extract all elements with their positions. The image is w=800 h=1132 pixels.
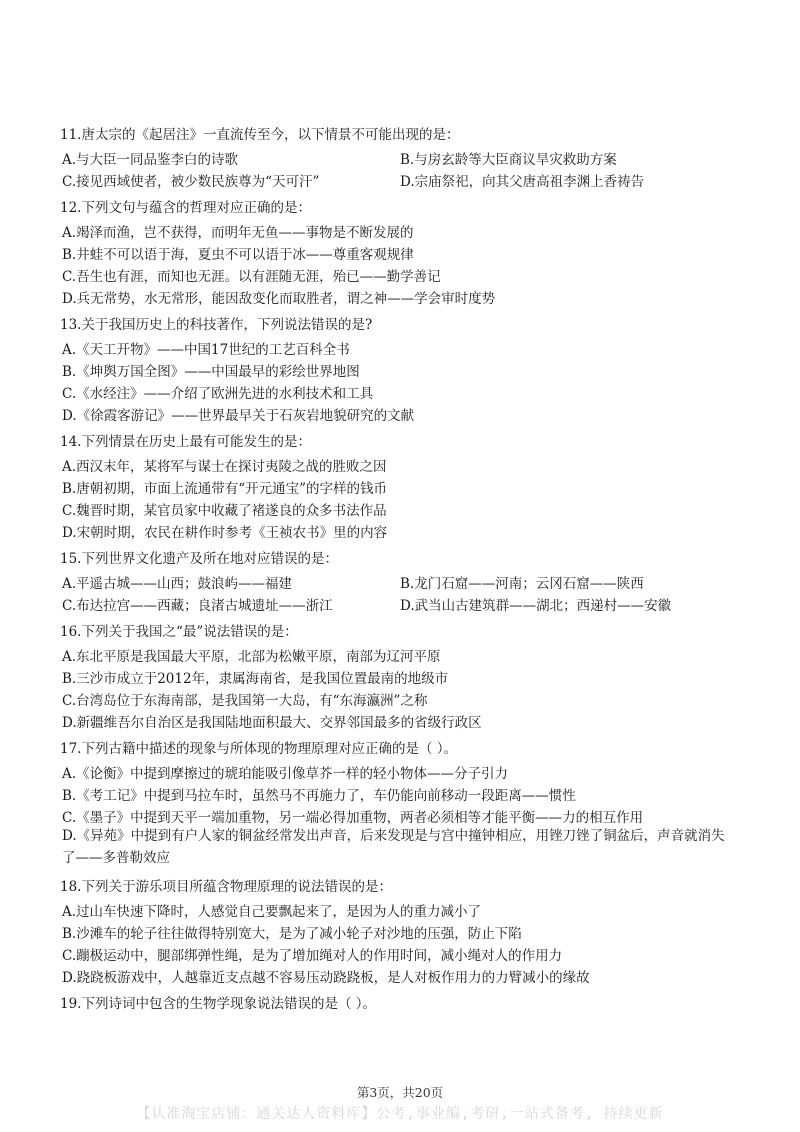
option-c: C.《水经注》——介绍了欧洲先进的水利技术和工具	[62, 386, 374, 402]
option-b: B.井蛙不可以语于海，夏虫不可以语于冰——尊重客观规律	[62, 247, 414, 263]
option-c: C.台湾岛位于东海南部，是我国第一大岛，有“东海瀛洲”之称	[62, 693, 428, 709]
option-d: D.《徐霞客游记》——世界最早关于石灰岩地貌研究的文献	[62, 408, 415, 424]
question-stem: 18.下列关于游乐项目所蕴含物理原理的说法错误的是：	[60, 879, 392, 895]
question-stem: 14.下列情景在历史上最有可能发生的是：	[60, 434, 311, 450]
option-d: D.跷跷板游戏中，人越靠近支点越不容易压动跷跷板，是人对板作用力的力臂减小的缘故	[62, 970, 590, 986]
page-number: 第3页，共20页	[356, 1085, 444, 1100]
question-stem: 12.下列文句与蕴含的哲理对应正确的是：	[60, 200, 311, 216]
option-c: C.《墨子》中提到天平一端加重物，另一端必得加重物，两者必须相等才能平衡——力的相互作用	[62, 810, 644, 826]
option-a: A.过山车快速下降时，人感觉自己要飘起来了，是因为人的重力减小了	[62, 904, 482, 920]
option-b: B.唐朝初期，市面上流通带有“开元通宝”的字样的钱币	[62, 481, 388, 497]
question-stem: 16.下列关于我国之“最”说法错误的是：	[60, 624, 298, 640]
option-d: D.宋朝时期，农民在耕作时参考《王祯农书》里的内容	[62, 525, 388, 541]
option-d: D.新疆维吾尔自治区是我国陆地面积最大、交界邻国最多的省级行政区	[62, 715, 482, 731]
option-c: C.蹦极运动中，腿部绑弹性绳，是为了增加绳对人的作用时间，减小绳对人的作用力	[62, 948, 563, 964]
option-d: D.兵无常势，水无常形，能因敌变化而取胜者，谓之神——学会审时度势	[62, 291, 496, 307]
question-stem: 19.下列诗词中包含的生物学现象说法错误的是（ ）。	[60, 996, 377, 1012]
option-b: B.沙滩车的轮子往往做得特别宽大，是为了减小轮子对沙地的压强，防止下陷	[62, 926, 522, 942]
question-stem: 13.关于我国历史上的科技著作，下列说法错误的是?	[60, 317, 373, 333]
option-c: C.魏晋时期，某官员家中收藏了褚遂良的众多书法作品	[62, 503, 387, 519]
option-b: B.龙门石窟——河南；云冈石窟——陕西	[400, 576, 644, 592]
option-a: A.平遥古城——山西；鼓浪屿——福建	[62, 576, 293, 592]
option-a: A.与大臣一同品鉴李白的诗歌	[62, 152, 239, 168]
question-stem: 15.下列世界文化遗产及所在地对应错误的是：	[60, 551, 338, 567]
option-c: C.接见西域使者，被少数民族尊为“天可汗”	[62, 174, 320, 190]
option-a: A.《论衡》中提到摩擦过的琥珀能吸引像草芥一样的轻小物体——分子引力	[62, 766, 509, 782]
watermark-text: 【认准淘宝店铺：通关达人资料库】公考,事业编,考研,一站式备考, 持续更新	[136, 1106, 664, 1122]
option-a: A.西汉末年，某将军与谋士在探讨夷陵之战的胜败之因	[62, 459, 387, 475]
option-b: B.三沙市成立于2012年，隶属海南省，是我国位置最南的地级市	[62, 671, 449, 687]
option-c: C.吾生也有涯，而知也无涯。以有涯随无涯，殆已——勤学善记	[62, 269, 441, 285]
option-d: D.武当山古建筑群——湖北；西递村——安徽	[400, 598, 672, 614]
option-d: D.宗庙祭祀，向其父唐高祖李渊上香祷告	[400, 174, 645, 190]
option-a: A.《天工开物》——中国17世纪的工艺百科全书	[62, 342, 350, 358]
option-a: A.东北平原是我国最大平原，北部为松嫩平原，南部为辽河平原	[62, 649, 441, 665]
option-b: B.与房玄龄等大臣商议旱灾救助方案	[400, 152, 617, 168]
option-c: C.布达拉宫——西藏；良渚古城遗址——浙江	[62, 598, 333, 614]
option-a: A.竭泽而渔，岂不获得，而明年无鱼——事物是不断发展的	[62, 225, 414, 241]
option-d: D.《异苑》中提到有户人家的铜盆经常发出声音，后来发现是与宫中撞钟相应，用锉刀锉了铜盆后，声音就消失了——多普勒效应	[62, 828, 725, 866]
question-stem: 17.下列古籍中描述的现象与所体现的物理原理对应正确的是（ ）。	[60, 741, 458, 757]
option-b: B.《坤舆万国全图》——中国最早的彩绘世界地图	[62, 364, 360, 380]
question-stem: 11.唐太宗的《起居注》一直流传至今，以下情景不可能出现的是：	[60, 127, 460, 143]
option-b: B.《考工记》中提到马拉车时，虽然马不再施力了，车仍能向前移动一段距离——惯性	[62, 788, 576, 804]
